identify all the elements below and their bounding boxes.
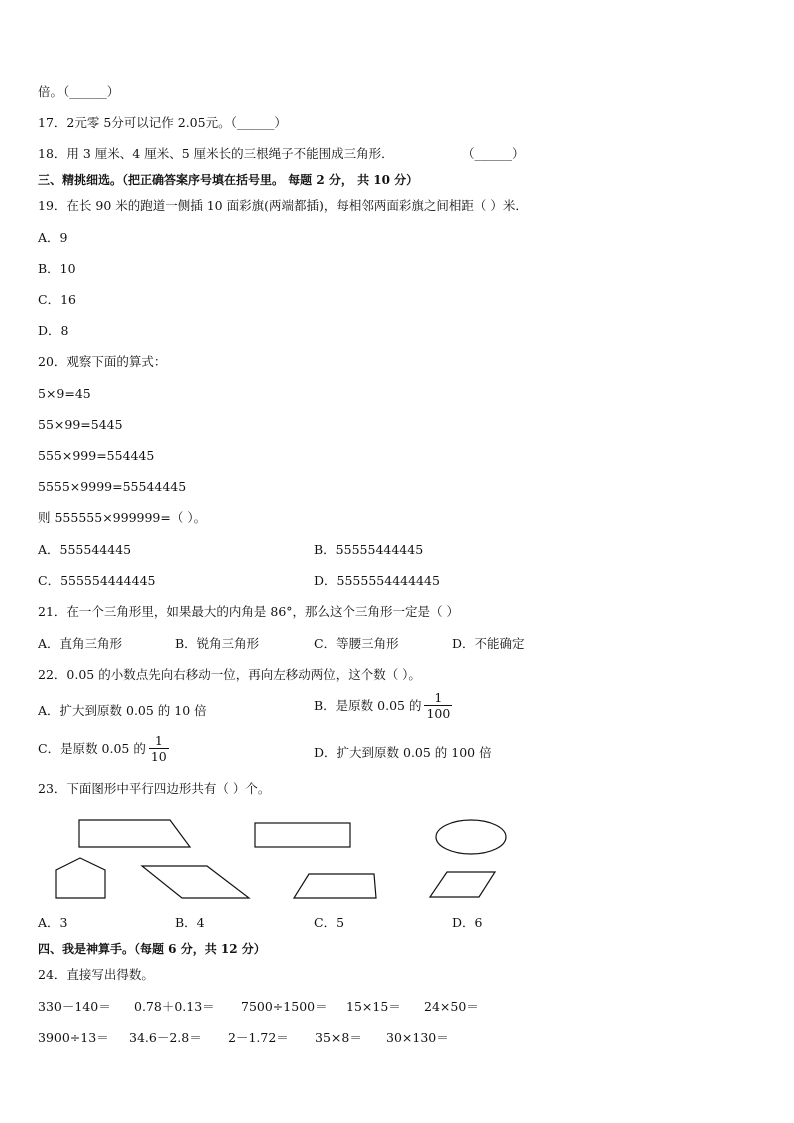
section3-heading: 三、精挑细选。（把正确答案序号填在括号里。 每题 2 分， 共 10 分）: [38, 173, 419, 187]
calc-item: 7500÷1500＝: [241, 999, 328, 1014]
calc-item: 3900÷13＝: [38, 1030, 109, 1045]
pentagon-shape: [56, 858, 105, 898]
calc-item: 30×130＝: [386, 1030, 449, 1045]
q21-stem: 21．在一个三角形里，如果最大的内角是 86°，那么这个三角形一定是（ ）: [38, 604, 460, 619]
q20-option-c[interactable]: C．555554444445: [38, 573, 156, 588]
q20-stem: 20．观察下面的算式：: [38, 354, 167, 369]
q20-ask: 则 555555×999999=（ ）。: [38, 510, 207, 525]
q20-example: 55×99=5445: [38, 417, 123, 432]
rectangle-shape: [255, 823, 350, 847]
q21-option-c[interactable]: C．等腰三角形: [314, 636, 399, 651]
q19-option-b[interactable]: B．10: [38, 261, 76, 276]
q20-example: 555×999=554445: [38, 448, 155, 463]
q19-option-c[interactable]: C．16: [38, 292, 76, 307]
q20-option-a[interactable]: A．555544445: [38, 542, 132, 557]
q22-option-d[interactable]: D．扩大到原数 0.05 的 100 倍: [314, 745, 492, 760]
q22-option-c-text: C．是原数 0.05 的: [38, 741, 146, 756]
q22-option-b-text: B．是原数 0.05 的: [314, 698, 422, 713]
q23-stem: 23．下面图形中平行四边形共有（ ）个。: [38, 781, 271, 796]
q22-stem: 22．0.05 的小数点先向右移动一位，再向左移动两位，这个数（ ）。: [38, 667, 421, 682]
calc-item: 2－1.72＝: [228, 1030, 289, 1045]
q21-option-a[interactable]: A．直角三角形: [38, 636, 123, 651]
parallelogram-shape: [430, 872, 495, 897]
ellipse-shape: [436, 820, 506, 854]
q21-option-d[interactable]: D．不能确定: [452, 636, 525, 651]
q19-option-d[interactable]: D．8: [38, 323, 69, 338]
section4-heading: 四、我是神算手。（每题 6 分，共 12 分）: [38, 942, 266, 956]
q20-example: 5555×9999=55544445: [38, 479, 187, 494]
q19-option-a[interactable]: A．9: [38, 230, 68, 245]
fraction-denominator: 100: [426, 706, 451, 721]
q24-stem: 24．直接写出得数。: [38, 967, 154, 982]
q18-answer-blank[interactable]: （______）: [462, 146, 525, 161]
parallelogram-shape: [142, 866, 249, 898]
calc-item: 24×50＝: [424, 999, 479, 1014]
right-trapezoid-shape: [79, 820, 190, 847]
q23-option-b[interactable]: B．4: [175, 915, 205, 930]
q20-option-d[interactable]: D．5555554444445: [314, 573, 440, 588]
q20-option-b[interactable]: B．55555444445: [314, 542, 424, 557]
calc-item: 35×8＝: [315, 1030, 362, 1045]
q18: 18．用 3 厘米、4 厘米、5 厘米长的三根绳子不能围成三角形．: [38, 146, 394, 161]
q21-option-b[interactable]: B．锐角三角形: [175, 636, 260, 651]
isosceles-trapezoid-shape: [294, 874, 376, 898]
q16-tail: 倍。（______）: [38, 84, 120, 99]
calc-item: 34.6－2.8＝: [129, 1030, 202, 1045]
q20-example: 5×9=45: [38, 386, 91, 401]
q23-option-a[interactable]: A．3: [38, 915, 68, 930]
q23-option-d[interactable]: D．6: [452, 915, 483, 930]
calc-item: 330－140＝: [38, 999, 111, 1014]
calc-item: 0.78＋0.13＝: [134, 999, 215, 1014]
q22-option-a[interactable]: A．扩大到原数 0.05 的 10 倍: [38, 703, 207, 718]
calc-item: 15×15＝: [346, 999, 401, 1014]
fraction-numerator: 1: [154, 733, 163, 748]
fraction-numerator: 1: [434, 690, 443, 705]
q17: 17．2元零 5分可以记作 2.05元。（______）: [38, 115, 287, 130]
q23-option-c[interactable]: C．5: [314, 915, 345, 930]
q19-stem: 19．在长 90 米的跑道一侧插 10 面彩旗(两端都插)，每相邻两面彩旗之间相距（ ）米．: [38, 198, 528, 213]
fraction-denominator: 10: [150, 749, 167, 764]
